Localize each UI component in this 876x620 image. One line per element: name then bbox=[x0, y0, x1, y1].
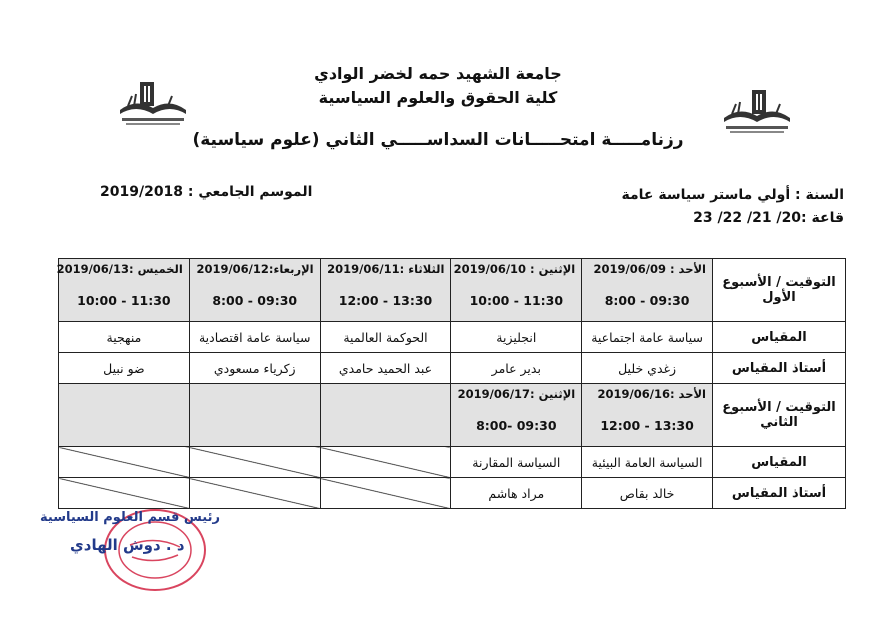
subject-cell: السياسة العامة البيئية bbox=[582, 447, 713, 478]
week1-subject-row bbox=[59, 322, 846, 353]
faculty-name: كلية الحقوق والعلوم السياسية bbox=[318, 88, 558, 107]
week1-slot-5 bbox=[56, 259, 190, 322]
subject-cell: سياسة عامة اجتماعية bbox=[582, 322, 713, 353]
slot-time: 8:00 - 09:30 bbox=[212, 293, 298, 308]
signature-name: د . دوش الهادي bbox=[70, 536, 185, 554]
teacher-cell: خالد بقاص bbox=[582, 478, 713, 509]
empty-slot bbox=[189, 384, 320, 447]
subject-label: المقياس bbox=[713, 322, 846, 353]
slot-date: الإربعاء:2019/06/12 bbox=[196, 262, 314, 276]
week1-teacher-row bbox=[59, 353, 846, 384]
slot-time: 8:00- 09:30 bbox=[476, 418, 557, 433]
teacher-label: أستاذ المقياس bbox=[713, 353, 846, 384]
signature-role: رئيس قسم العلوم السياسية bbox=[40, 510, 220, 525]
week1-slot-1 bbox=[582, 259, 713, 322]
crossed-out-cell bbox=[320, 447, 451, 478]
slot-date: الخميس :2019/06/13 bbox=[56, 262, 183, 276]
week1-label: التوقيت / الأسبوع الأول bbox=[713, 259, 846, 322]
empty-slot bbox=[59, 384, 190, 447]
slot-time: 8:00 - 09:30 bbox=[604, 293, 690, 308]
week2-teacher-row bbox=[59, 478, 846, 509]
exam-schedule-table bbox=[58, 258, 846, 509]
week2-subject-row bbox=[59, 447, 846, 478]
week2-label: التوقيت / الأسبوع الثاني bbox=[713, 384, 846, 447]
subject-cell: منهجية bbox=[59, 322, 190, 353]
week1-slot-4 bbox=[189, 259, 320, 322]
week1-time-row bbox=[59, 259, 846, 322]
teacher-cell: مراد هاشم bbox=[451, 478, 582, 509]
slot-date: الإثنين :2019/06/17 bbox=[457, 387, 576, 401]
week2-slot-2 bbox=[451, 384, 582, 447]
subject-cell: سياسة عامة اقتصادية bbox=[189, 322, 320, 353]
teacher-cell: ضو نبيل bbox=[59, 353, 190, 384]
subject-cell: الحوكمة العالمية bbox=[320, 322, 451, 353]
room-line: قاعة :20/ 21/ 22/ 23 bbox=[693, 210, 844, 226]
crossed-out-cell bbox=[320, 478, 451, 509]
subject-cell: السياسة المقارنة bbox=[451, 447, 582, 478]
slot-date: الإثنين : 2019/06/10 bbox=[453, 262, 576, 276]
university-name: جامعة الشهيد حمه لخضر الوادي bbox=[314, 64, 562, 83]
subject-cell: انجليزية bbox=[451, 322, 582, 353]
week2-time-row bbox=[59, 384, 846, 447]
teacher-cell: عبد الحميد حامدي bbox=[320, 353, 451, 384]
crossed-out-cell bbox=[59, 447, 190, 478]
crossed-out-cell bbox=[189, 478, 320, 509]
year-line: السنة : أولي ماستر سياسة عامة bbox=[621, 187, 844, 203]
slot-date: الأحد :2019/06/16 bbox=[597, 387, 706, 401]
teacher-cell: زغدي خليل bbox=[582, 353, 713, 384]
slot-time: 10:00 - 11:30 bbox=[469, 293, 564, 308]
teacher-label: أستاذ المقياس bbox=[713, 478, 846, 509]
page-title: رزنامـــــة امتحـــــانات السداســـــي الثاني (علوم سياسية) bbox=[192, 130, 684, 150]
empty-slot bbox=[320, 384, 451, 447]
teacher-cell: زكرياء مسعودي bbox=[189, 353, 320, 384]
slot-date: الثلاثاء :2019/06/11 bbox=[327, 262, 445, 276]
slot-time: 12:00 - 13:30 bbox=[338, 293, 433, 308]
crossed-out-cell bbox=[59, 478, 190, 509]
subject-label: المقياس bbox=[713, 447, 846, 478]
week1-slot-2 bbox=[451, 259, 582, 322]
slot-date: الأحد : 2019/06/09 bbox=[593, 262, 706, 276]
week2-slot-1 bbox=[582, 384, 713, 447]
week1-slot-3 bbox=[320, 259, 451, 322]
crossed-out-cell bbox=[189, 447, 320, 478]
slot-time: 12:00 - 13:30 bbox=[600, 418, 694, 433]
slot-time: 10:00 - 11:30 bbox=[77, 293, 171, 308]
academic-season: الموسم الجامعي : 2019/2018 bbox=[100, 184, 313, 200]
teacher-cell: بدير عامر bbox=[451, 353, 582, 384]
